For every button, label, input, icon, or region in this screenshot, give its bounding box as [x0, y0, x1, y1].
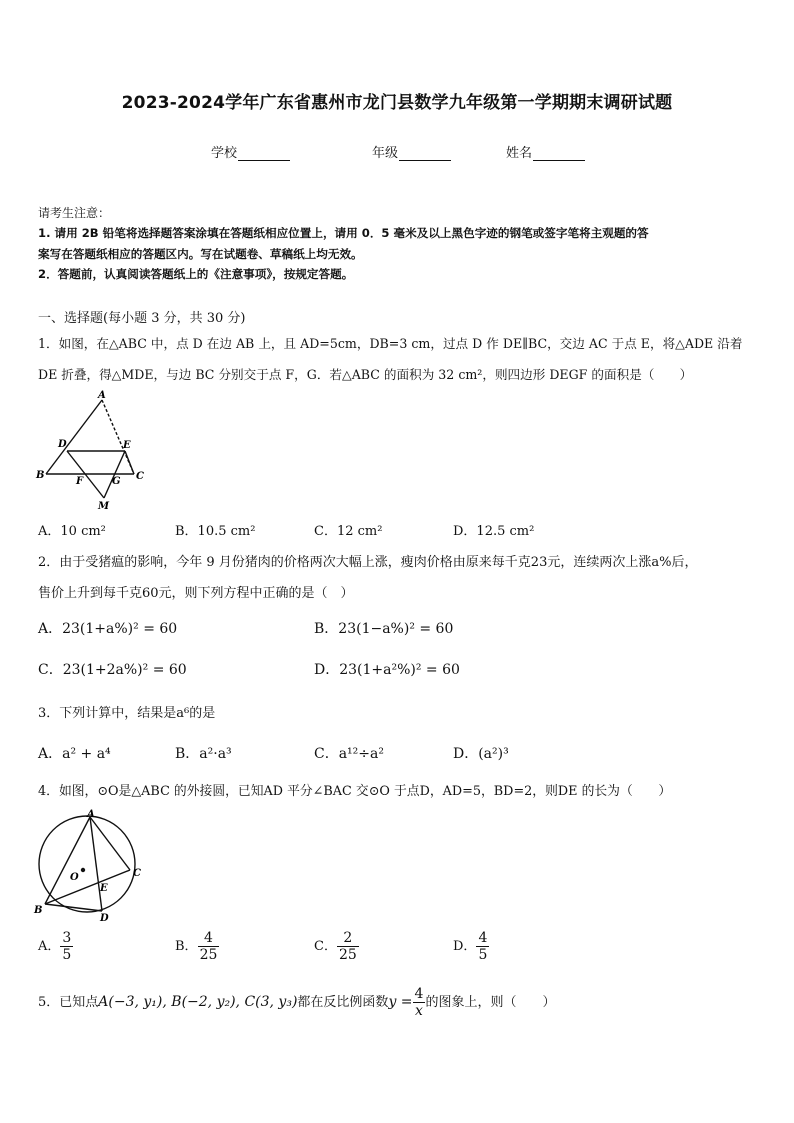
- q4-label-c: C: [133, 868, 141, 879]
- q2-option-c: C．23(1+2a%)² = 60: [38, 662, 187, 678]
- q5-function-den: x: [415, 1003, 423, 1019]
- q4-center-dot: [81, 868, 85, 872]
- q4-option-d-den: 5: [478, 947, 488, 963]
- q4-label-e: E: [100, 883, 108, 894]
- q4-option-d: [453, 930, 489, 963]
- q1-label-m: M: [98, 501, 110, 512]
- q5-middle: 都在反比例函数: [297, 995, 389, 1010]
- q2-option-b: B．23(1−a%)² = 60: [314, 621, 454, 637]
- q5-function-lhs: y =: [388, 994, 413, 1010]
- grade-label: 年级: [372, 146, 399, 161]
- q2-option-d: D．23(1+a²%)² = 60: [314, 662, 460, 678]
- q4-option-c: [314, 930, 359, 963]
- name-label: 姓名: [506, 146, 533, 161]
- q4-option-d-num: 4: [478, 930, 488, 946]
- school-label: 学校: [211, 146, 238, 161]
- q2-stem-line2: 售价上升到每千克60元，则下列方程中正确的是（ ）: [38, 586, 354, 601]
- q1-stem-line2: DE 折叠，得△MDE，与边 BC 分别交于点 F，G．若△ABC 的面积为 32 cm²，则四边形 DEGF 的面积是（ ）: [38, 367, 693, 382]
- q1-option-d: D．12.5 cm²: [453, 524, 535, 539]
- q3-option-a: A．a² + a⁴: [38, 746, 111, 762]
- q4-label-b: B: [34, 905, 43, 916]
- q4-option-a-prefix: A．: [38, 939, 61, 954]
- notice-item2: 2．答题前，认真阅读答题纸上的《注意事项》，按规定答题。: [38, 267, 354, 281]
- name-field: [506, 142, 585, 161]
- q4-option-b-den: 25: [199, 947, 218, 963]
- q1-label-c: C: [136, 471, 144, 482]
- q4-label-o: O: [70, 872, 79, 883]
- q5-suffix: 的图象上，则（ ）: [425, 995, 556, 1010]
- q1-stem-line1: 1．如图，在△ABC 中，点 D 在边 AB 上，且 AD=5cm，DB=3 cm，过点 D 作 DE∥BC，交边 AC 于点 E，将△ADE 沿着: [38, 336, 743, 351]
- q4-circle-o: [39, 816, 135, 912]
- q1-option-a: A．10 cm²: [38, 524, 106, 539]
- notice-item1-line1: 1. 请用 2B 铅笔将选择题答案涂填在答题纸相应位置上，请用 0．5 毫米及以上黑色字迹的钢笔或签字笔将主观题的答: [38, 226, 649, 240]
- school-field: [211, 142, 290, 161]
- q4-option-b-fraction: [198, 930, 220, 963]
- q3-option-d: D．(a²)³: [453, 746, 509, 762]
- q1-label-e: E: [123, 440, 131, 451]
- school-blank: [238, 147, 290, 161]
- q4-label-a: A: [87, 809, 95, 820]
- q4-line-bc: [45, 870, 130, 904]
- q4-line-ab: [45, 817, 90, 904]
- q1-option-c: C．12 cm²: [314, 524, 383, 539]
- q4-option-c-fraction: [337, 930, 359, 963]
- q5-stem: [38, 986, 555, 1019]
- q4-option-b-num: 4: [198, 930, 220, 947]
- q4-option-a: [38, 930, 73, 963]
- notice-item1-line2: 案写在答题纸相应的答题区内。写在试题卷、草稿纸上均无效。: [38, 247, 363, 261]
- q4-option-d-fraction: [476, 930, 489, 963]
- q1-label-b: B: [36, 470, 45, 481]
- q1-label-d: D: [58, 439, 67, 450]
- q4-option-c-den: 25: [338, 947, 357, 963]
- q4-option-c-prefix: C．: [314, 939, 337, 954]
- q2-stem-line1: 2．由于受猪瘟的影响，今年 9 月份猪肉的价格两次大幅上涨，瘦肉价格由原来每千克23元，连续两次上涨a%后，: [38, 555, 698, 570]
- q4-stem: 4．如图，⊙O是△ABC 的外接圆，已知AD 平分∠BAC 交⊙O 于点D，AD=5，BD=2，则DE 的长为（ ）: [38, 784, 672, 799]
- q1-side-ab: [46, 400, 102, 474]
- q4-option-c-num: 2: [337, 930, 359, 947]
- name-blank: [533, 147, 585, 161]
- q5-prefix: 5．已知点: [38, 995, 99, 1010]
- q1-segment-ec: [125, 451, 134, 474]
- q4-option-b-prefix: B．: [175, 939, 198, 954]
- q3-option-b: B．a²·a³: [175, 746, 232, 762]
- notice-heading: 请考生注意：: [38, 206, 111, 220]
- q5-function-num: 4: [414, 986, 424, 1002]
- grade-blank: [399, 147, 451, 161]
- q4-option-d-prefix: D．: [453, 939, 477, 954]
- q5-points: A(−3, y₁), B(−2, y₂), C(3, y₃): [98, 994, 298, 1010]
- q4-option-a-fraction: [60, 930, 73, 963]
- q3-option-c: C．a¹²÷a²: [314, 746, 384, 762]
- q5-function-fraction: [413, 986, 426, 1019]
- q2-option-a: A．23(1+a%)² = 60: [38, 621, 178, 637]
- q1-label-g: G: [112, 476, 121, 487]
- section-heading: 一、选择题(每小题 3 分，共 30 分): [38, 311, 246, 326]
- q1-triangle-figure: [34, 388, 146, 512]
- page-title: 2023-2024学年广东省惠州市龙门县数学九年级第一学期期末调研试题: [121, 93, 673, 113]
- q3-stem: 3．下列计算中，结果是a⁶的是: [38, 706, 216, 721]
- q4-option-b: [175, 930, 219, 963]
- q4-option-a-num: 3: [62, 930, 72, 946]
- q1-option-b: B．10.5 cm²: [175, 524, 256, 539]
- q4-option-a-den: 5: [62, 947, 72, 963]
- grade-field: [372, 142, 451, 161]
- q4-circle-figure: [32, 808, 150, 926]
- q4-label-d: D: [100, 913, 109, 924]
- q1-label-a: A: [98, 390, 106, 401]
- q1-label-f: F: [76, 476, 84, 487]
